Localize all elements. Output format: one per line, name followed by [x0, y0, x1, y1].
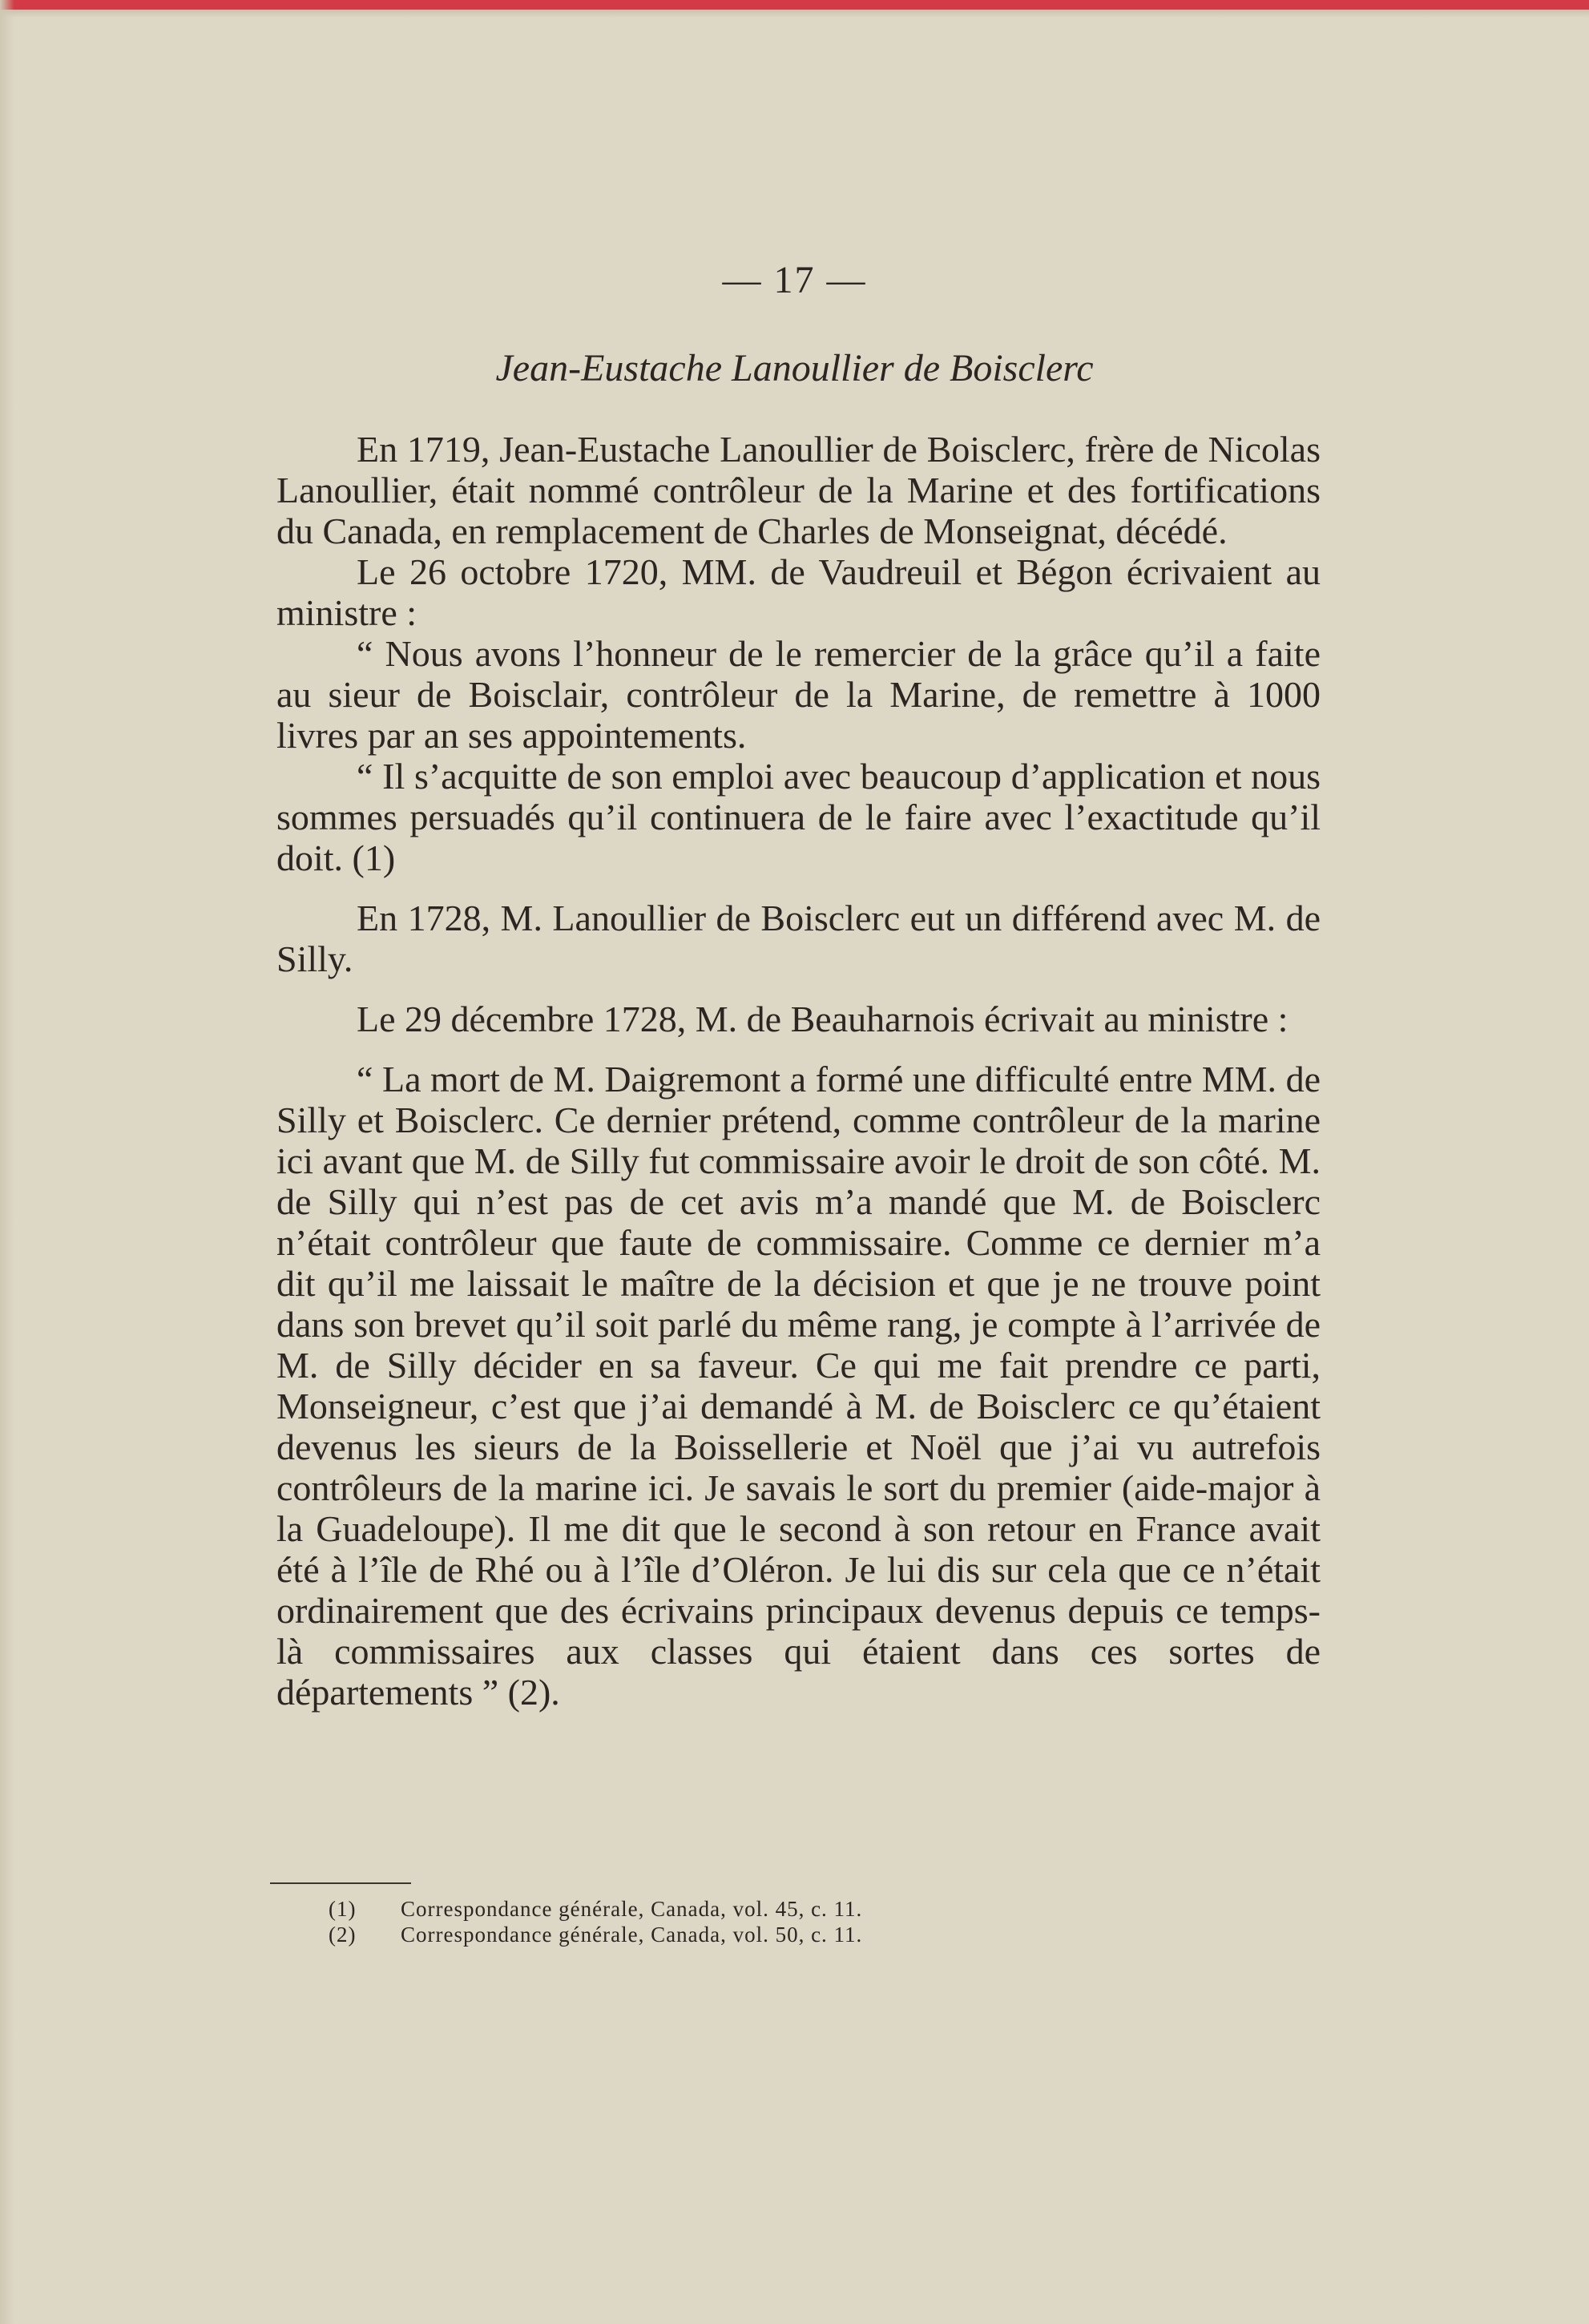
page-top-edge — [0, 0, 1589, 10]
paragraph: En 1719, Jean-Eustache Lanoullier de Boisclerc, frère de Nicolas Lanoullier, était nommé contrôleur de la Marine et des fortifications du Canada, en remplacement de Charles de Monseignat, décédé. — [276, 429, 1321, 551]
footnote-number: (2) — [329, 1923, 357, 1947]
paragraph: “ La mort de M. Daigremont a formé une difficulté entre MM. de Silly et Boisclerc. Ce dernier prétend, comme contrôleur de la marine ici avant que M. de Silly fut commissaire avoir le droit de son côté. M. de Silly qui n’est pas de cet avis m’a mandé que M. de Boisclerc n’était contrôleur que faute de commissaire. Comme ce dernier m’a dit qu’il me laissait le maître de la décision et que je ne trouve point dans son brevet qu’il soit parlé du même rang, je compte à l’arrivée de M. de Silly décider en sa faveur. Ce qui me fait prendre ce parti, Monseigneur, c’est que j’ai demandé à M. de Boisclerc ce qu’étaient devenus les sieurs de la Boissellerie et Noël que j’ai vu autrefois contrôleurs de la marine ici. Je savais le sort du premier (aide-major à la Guadeloupe). Il me dit que le second à son retour en France avait été à l’île de Rhé ou à l’île d’Oléron. Je lui dis sur cela que ce n’était ordinairement que des écrivains principaux devenus depuis ce temps-là commissaires aux classes qui étaient dans ces sortes de départements ” (2). — [276, 1059, 1321, 1713]
footnotes — [329, 1896, 1210, 1947]
paragraph: “ Il s’acquitte de son emploi avec beaucoup d’application et nous sommes persuadés qu’il continuera de le faire avec l’exactitude qu’il doit. (1) — [276, 756, 1321, 878]
footnote-divider — [270, 1882, 411, 1884]
page-number: — 17 — — [722, 259, 867, 301]
paragraph: En 1728, M. Lanoullier de Boisclerc eut un différend avec M. de Silly. — [276, 898, 1321, 979]
section-heading: Jean-Eustache Lanoullier de Boisclerc — [495, 347, 1094, 389]
footnote-number: (1) — [329, 1897, 357, 1921]
paragraph: Le 29 décembre 1728, M. de Beauharnois écrivait au ministre : — [357, 999, 1289, 1039]
footnote-text: Correspondance générale, Canada, vol. 50, c. 11. — [401, 1923, 863, 1947]
footnote-text: Correspondance générale, Canada, vol. 45, c. 11. — [401, 1897, 863, 1921]
footnote — [329, 1922, 1210, 1947]
paragraph: “ Nous avons l’honneur de le remercier de la grâce qu’il a faite au sieur de Boisclair, contrôleur de la Marine, de remettre à 1000 livres par an ses appointements. — [276, 633, 1321, 756]
body-text — [276, 429, 1321, 1713]
footnote — [329, 1896, 1210, 1922]
paragraph: Le 26 octobre 1720, MM. de Vaudreuil et Bégon écrivaient au ministre : — [276, 551, 1321, 633]
page-top-shadow — [0, 10, 1589, 18]
